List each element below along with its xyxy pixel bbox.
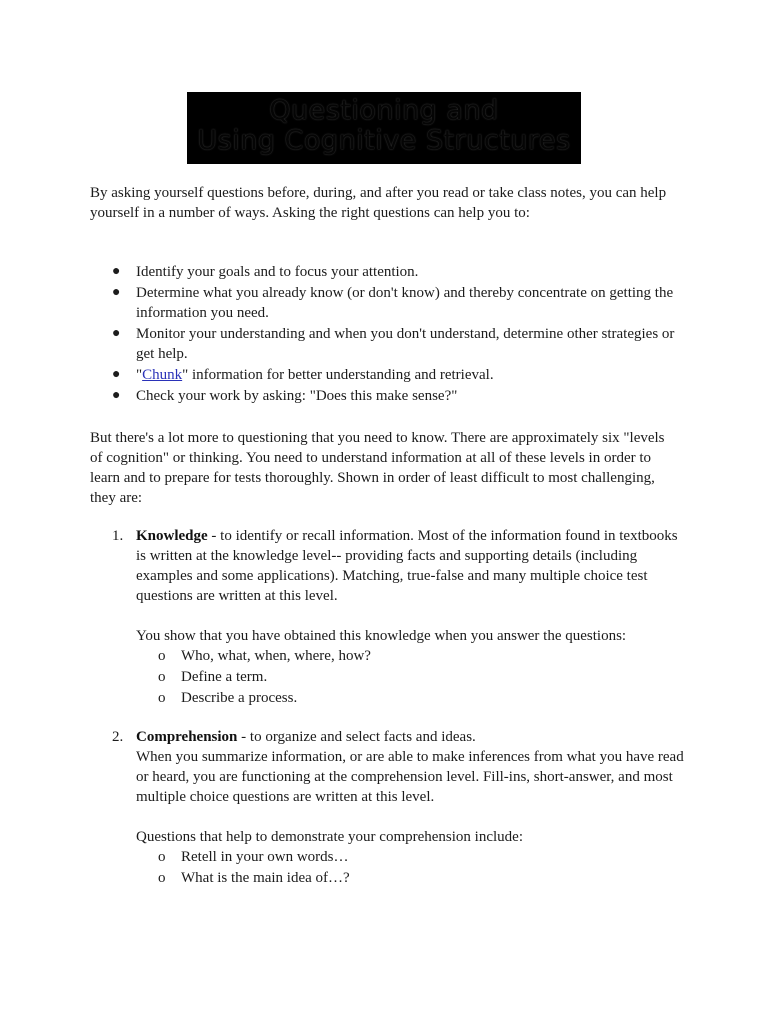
level-questions-intro: You show that you have obtained this knowledge when you answer the questions: — [136, 628, 627, 644]
level-term: Comprehension — [136, 729, 238, 745]
circle-bullet-icon: o — [158, 690, 166, 706]
list-item — [90, 324, 690, 364]
list-item — [136, 688, 690, 708]
spacer — [136, 606, 690, 626]
list-item-text: What is the main idea of…? — [181, 870, 350, 886]
intro-paragraph: By asking yourself questions before, during, and after you read or take class notes, you can help yourself in a number of ways. Asking the right questions can help you to: — [90, 185, 667, 221]
level-number: 2. — [112, 729, 124, 745]
spacer — [136, 807, 690, 827]
list-item-text: Determine what you already know (or don't know) and thereby concentrate on getting the information you need. — [136, 285, 674, 321]
list-item — [136, 847, 690, 867]
list-item-text: Check your work by asking: "Does this make sense?" — [136, 388, 458, 404]
level-comprehension — [90, 727, 690, 888]
level-definition-text: - to organize and select facts and ideas. — [237, 729, 476, 745]
level-number: 1. — [112, 528, 124, 544]
circle-bullet-icon: o — [158, 870, 166, 886]
comprehension-questions-list — [136, 847, 690, 888]
list-item — [90, 386, 690, 406]
circle-bullet-icon: o — [158, 669, 166, 685]
level-questions-intro: Questions that help to demonstrate your comprehension include: — [136, 829, 523, 845]
list-item-text: Monitor your understanding and when you don't understand, determine other strategies or get help. — [136, 326, 675, 362]
bullet-icon: ● — [112, 388, 121, 403]
list-item — [90, 262, 690, 282]
knowledge-questions-list — [136, 646, 690, 708]
list-item — [136, 868, 690, 888]
title-banner — [187, 92, 581, 164]
cognition-levels-list — [90, 526, 690, 889]
level-term: Knowledge — [136, 528, 208, 544]
circle-bullet-icon: o — [158, 849, 166, 865]
list-item — [90, 283, 690, 323]
level-definition — [136, 727, 690, 747]
list-item-text: Describe a process. — [181, 690, 298, 706]
level-definition-text: - to identify or recall information. Most of the information found in textbooks is written at the knowledge level-- providing facts and supporting details (including examples and some applications). Matching, true-false and many multiple choice test questions are written at this level. — [136, 528, 678, 604]
list-item — [136, 646, 690, 666]
bullet-icon: ● — [112, 285, 121, 300]
title-line-2: Using Cognitive Structures — [197, 125, 571, 156]
level-description: When you summarize information, or are able to make inferences from what you have read or heard, you are functioning at the comprehension level. Fill-ins, short-answer, and most multiple choice questions are written at this level. — [136, 749, 684, 805]
circle-bullet-icon: o — [158, 648, 166, 664]
level-knowledge — [90, 526, 690, 708]
chunk-link[interactable]: Chunk — [142, 367, 183, 383]
bullet-icon: ● — [112, 326, 121, 341]
levels-intro-paragraph: But there's a lot more to questioning that you need to know. There are approximately six "levels of cognition" or thinking. You need to understand information at all of these levels in order to learn and to prepare for tests thoroughly. Shown in order of least difficult to most challenging, they are: — [90, 430, 665, 506]
list-item-text: " information for better understanding and retrieval. — [182, 367, 494, 383]
list-item-text: Identify your goals and to focus your attention. — [136, 264, 419, 280]
list-item-text: Define a term. — [181, 669, 268, 685]
list-item-text: Retell in your own words… — [181, 849, 349, 865]
bullet-icon: ● — [112, 264, 121, 279]
bullet-icon: ● — [112, 367, 121, 382]
list-item-text: Who, what, when, where, how? — [181, 648, 371, 664]
quote-open: " — [136, 367, 143, 383]
title-line-1: Questioning and — [269, 95, 499, 126]
list-item — [136, 667, 690, 687]
benefits-list — [90, 262, 690, 407]
level-definition — [136, 526, 690, 606]
list-item — [90, 365, 690, 385]
